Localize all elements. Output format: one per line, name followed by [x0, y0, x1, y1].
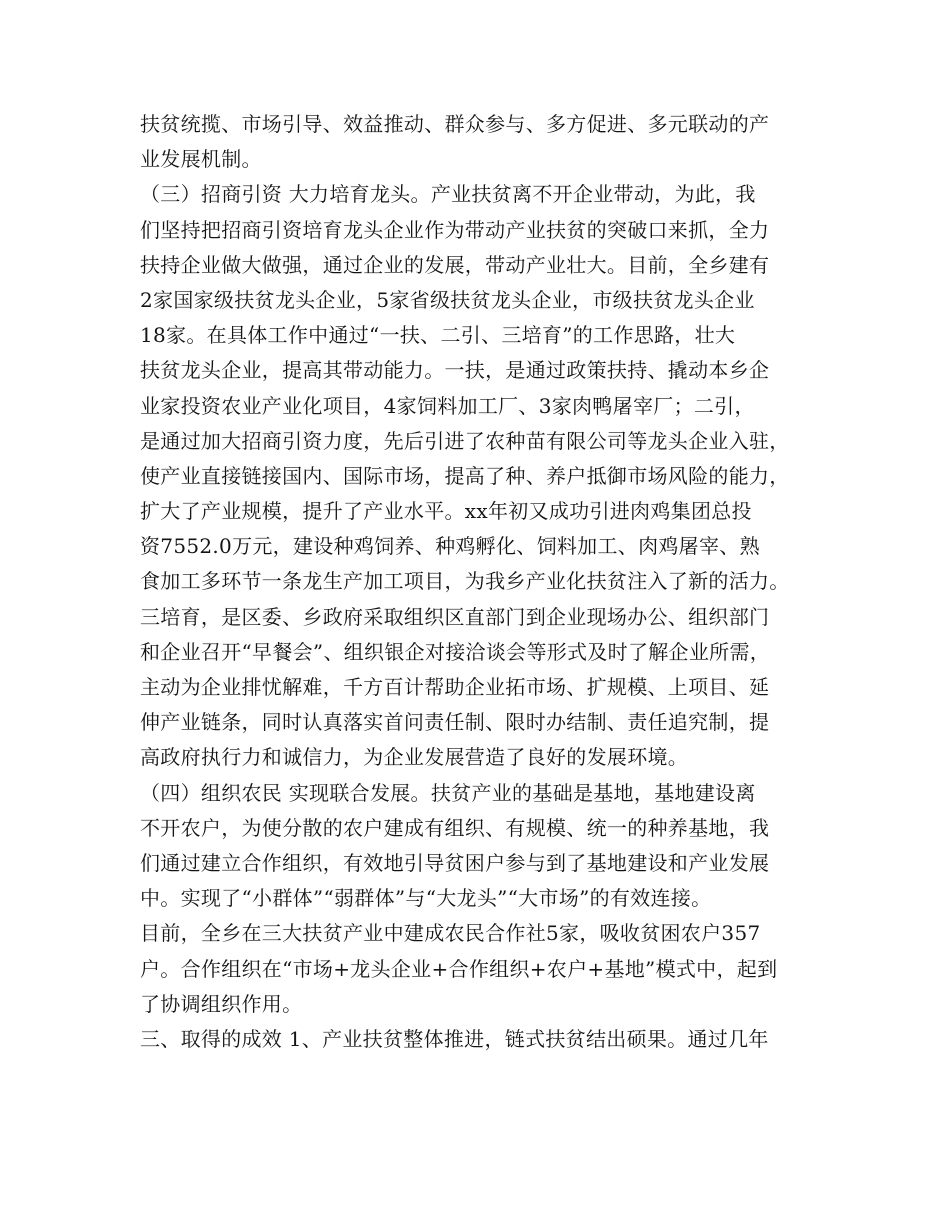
text-line: 资7552.0万元，建设种鸡饲养、种鸡孵化、饲料加工、肉鸡屠宰、熟 [140, 534, 760, 559]
text-line: 使产业直接链接国内、国际市场，提高了种、养户抵御市场风险的能力， [140, 463, 790, 488]
text-line: 是通过加大招商引资力度，先后引进了农种苗有限公司等龙头企业入驻， [140, 428, 790, 453]
text-line: 18家。在具体工作中通过“一扶、二引、三培育”的工作思路，壮大 [140, 323, 736, 348]
section-heading-line: （三）招商引资 大力培育龙头。产业扶贫离不开企业带动，为此，我 [140, 182, 756, 207]
section-heading-line: 三、取得的成效 1、产业扶贫整体推进，链式扶贫结出硕果。通过几年 [140, 1026, 769, 1051]
text-line: 扶持企业做大做强，通过企业的发展，带动产业壮大。目前，全乡建有 [140, 252, 770, 277]
text-line: 和企业召开“早餐会”、组织银企对接洽谈会等形式及时了解企业所需， [140, 639, 771, 664]
text-line: 高政府执行力和诚信力，为企业发展营造了良好的发展环境。 [140, 745, 689, 770]
text-line: 食加工多环节一条龙生产加工项目，为我乡产业化扶贫注入了新的活力。 [140, 569, 790, 594]
text-line: 户。合作组织在“市场+龙头企业+合作组织+农户+基地”模式中，起到 [140, 956, 778, 981]
text-line: 们坚持把招商引资培育龙头企业作为带动产业扶贫的突破口来抓，全力 [140, 217, 770, 242]
text-line: 伸产业链条，同时认真落实首问责任制、限时办结制、责任追究制，提 [140, 710, 770, 735]
text-line: 三培育，是区委、乡政府采取组织区直部门到企业现场办公、组织部门 [140, 604, 770, 629]
text-line: 们通过建立合作组织，有效地引导贫困户参与到了基地建设和产业发展 [140, 850, 770, 875]
text-line: 了协调组织作用。 [140, 991, 303, 1016]
text-line: 主动为企业排忧解难，千方百计帮助企业拓市场、扩规模、上项目、延 [140, 675, 770, 699]
document-body [140, 107, 830, 1057]
text-line: 2家国家级扶贫龙头企业，5家省级扶贫龙头企业，市级扶贫龙头企业 [140, 287, 755, 312]
text-line: 不开农户，为使分散的农户建成有组织、有规模、统一的种养基地，我 [140, 815, 770, 840]
text-line: 扶贫龙头企业，提高其带动能力。一扶，是通过政策扶持、撬动本乡企 [140, 358, 770, 383]
text-line: 扩大了产业规模，提升了产业水平。xx年初又成功引进肉鸡集团总投 [140, 499, 752, 524]
text-line: 目前，全乡在三大扶贫产业中建成农民合作社5家，吸收贫困农户357 [140, 921, 761, 946]
text-line: 业家投资农业产业化项目，4家饲料加工厂、3家肉鸭屠宰厂；二引， [140, 393, 755, 418]
text-line: 中。实现了“小群体”“弱群体”与“大龙头”“大市场”的有效连接。 [140, 886, 712, 911]
section-heading-line: （四）组织农民 实现联合发展。扶贫产业的基础是基地，基地建设离 [140, 780, 756, 805]
text-line: 扶贫统揽、市场引导、效益推动、群众参与、多方促进、多元联动的产 [140, 112, 770, 136]
text-line: 业发展机制。 [140, 147, 262, 172]
